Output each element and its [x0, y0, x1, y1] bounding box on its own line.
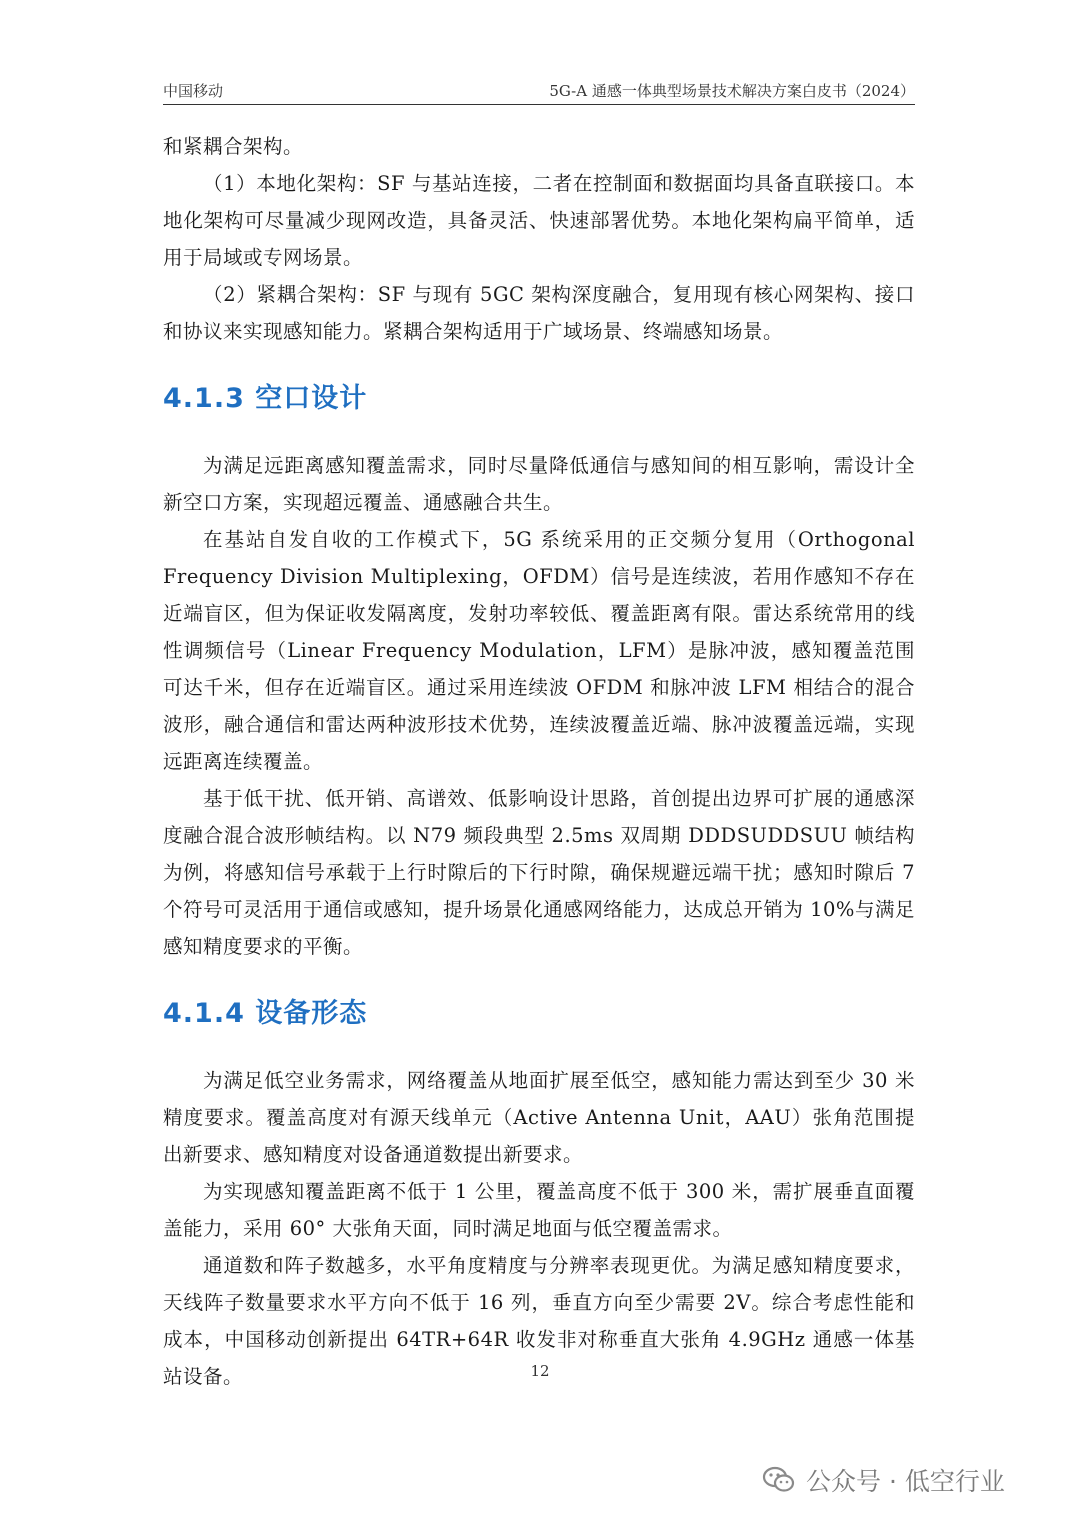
paragraph: （2）紧耦合架构：SF 与现有 5GC 架构深度融合，复用现有核心网架构、接口和协议来实现感知能力。紧耦合架构适用于广域场景、终端感知场景。	[163, 283, 915, 343]
page-number: 12	[530, 1362, 550, 1380]
paragraph: 为满足低空业务需求，网络覆盖从地面扩展至低空，感知能力需达到至少 30 米精度要求。覆盖高度对有源天线单元（Active Antenna Unit，AAU）张角范围提出新要求、感知精度对设备通道数提出新要求。	[163, 1069, 915, 1166]
paragraph: 和紧耦合架构。	[163, 135, 304, 158]
section-heading-4-1-3: 4.1.3 空口设计	[163, 383, 368, 414]
paragraph: 通道数和阵子数越多，水平角度精度与分辨率表现更优。为满足感知精度要求，天线阵子数量要求水平方向不低于 16 列，垂直方向至少需要 2V。综合考虑性能和成本，中国移动创新提出 64TR+64R 收发非对称垂直大张角 4.9GHz 通感一体基站设备。	[163, 1254, 915, 1388]
watermark-text: 公众号 · 低空行业	[806, 1467, 1005, 1496]
paragraph: （1）本地化架构：SF 与基站连接，二者在控制面和数据面均具备直联接口。本地化架构可尽量减少现网改造，具备灵活、快速部署优势。本地化架构扁平简单，适用于局域或专网场景。	[163, 172, 915, 269]
section-heading-4-1-4: 4.1.4 设备形态	[163, 998, 368, 1029]
paragraph: 为满足远距离感知覆盖需求，同时尽量降低通信与感知间的相互影响，需设计全新空口方案，实现超远覆盖、通感融合共生。	[163, 454, 915, 514]
page-content	[163, 128, 915, 1395]
paragraph: 基于低干扰、低开销、高谱效、低影响设计思路，首创提出边界可扩展的通感深度融合混合波形帧结构。以 N79 频段典型 2.5ms 双周期 DDDSUDDSUU 帧结构为例，将感知信号承载于上行时隙后的下行时隙，确保规避远端干扰；感知时隙后 7 个符号可灵活用于通信或感知，提升场景化通感网络能力，达成总开销为 10%与满足感知精度要求的平衡。	[163, 787, 915, 958]
watermark	[762, 1462, 1005, 1498]
page-header	[163, 78, 915, 105]
paragraph: 在基站自发自收的工作模式下，5G 系统采用的正交频分复用（Orthogonal Frequency Division Multiplexing，OFDM）信号是连续波，若用作感知不存在近端盲区，但为保证收发隔离度，发射功率较低、覆盖距离有限。雷达系统常用的线性调频信号（Linear Frequency Modulation，LFM）是脉冲波，感知覆盖范围可达千米，但存在近端盲区。通过采用连续波 OFDM 和脉冲波 LFM 相结合的混合波形，融合通信和雷达两种波形技术优势，连续波覆盖近端、脉冲波覆盖远端，实现远距离连续覆盖。	[163, 528, 915, 773]
header-right: 5G-A 通感一体典型场景技术解决方案白皮书（2024）	[549, 82, 915, 100]
header-left: 中国移动	[163, 82, 224, 100]
wechat-icon	[762, 1465, 796, 1495]
paragraph: 为实现感知覆盖距离不低于 1 公里，覆盖高度不低于 300 米，需扩展垂直面覆盖能力，采用 60° 大张角天面，同时满足地面与低空覆盖需求。	[163, 1180, 915, 1240]
